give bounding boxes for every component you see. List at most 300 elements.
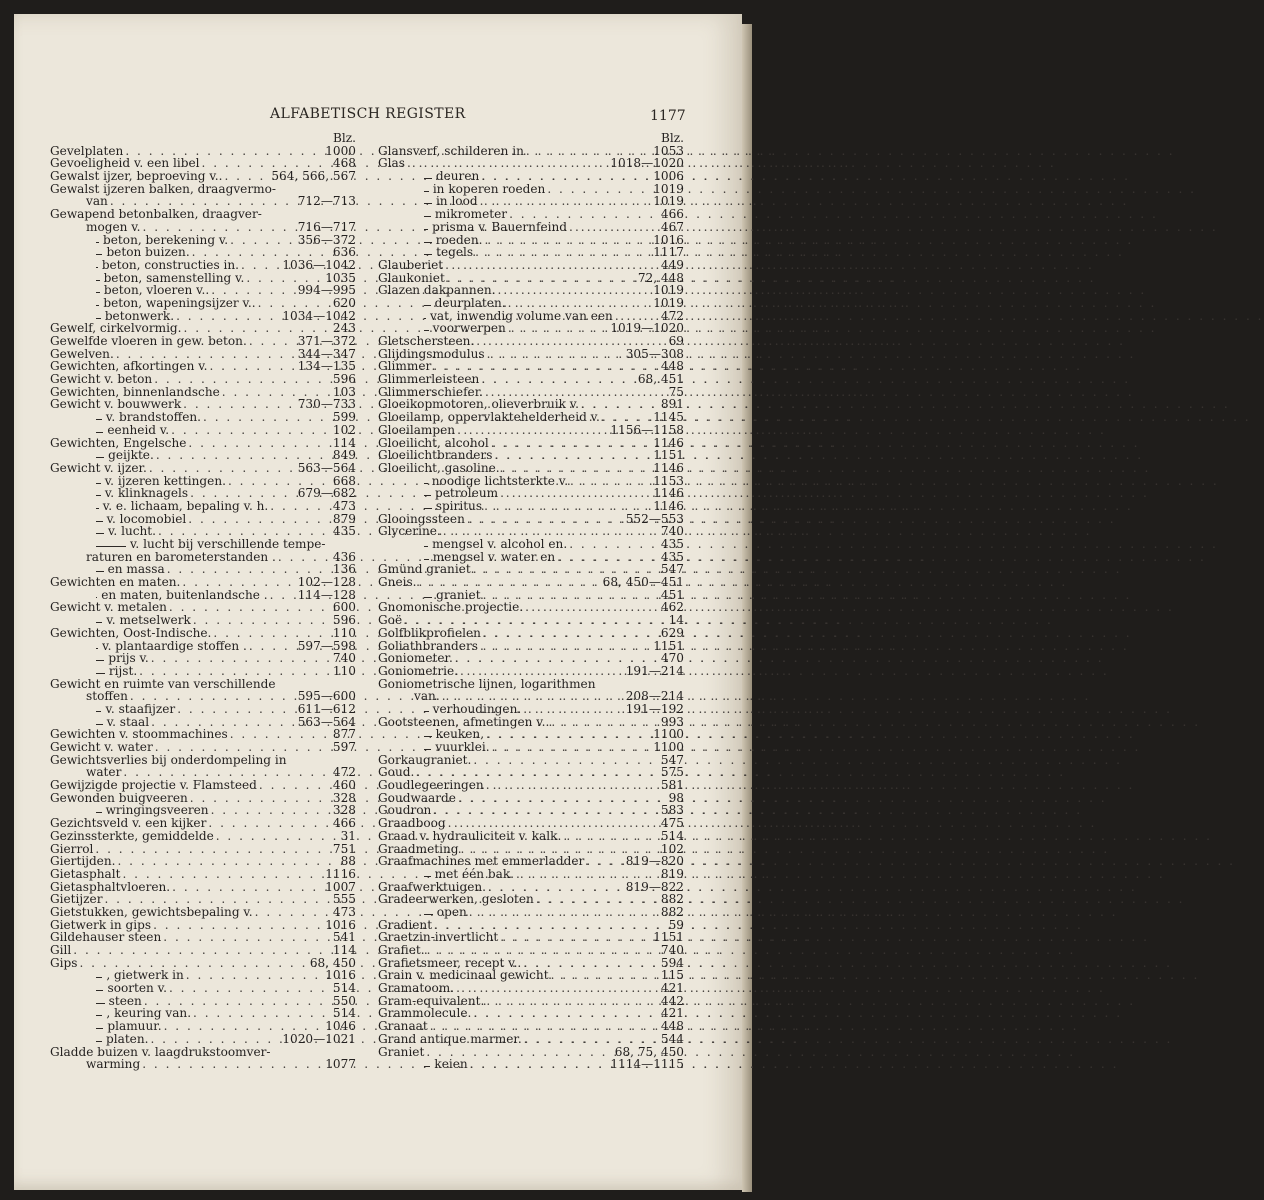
index-entry bbox=[50, 1033, 356, 1046]
index-term: Graafmachines met emmerladder bbox=[378, 854, 585, 869]
index-term: Grand antique marmer. bbox=[378, 1031, 522, 1046]
page-reference: 102—128 bbox=[297, 575, 356, 590]
index-entry bbox=[378, 449, 684, 462]
page-reference: 600 bbox=[332, 600, 356, 615]
ditto-dash bbox=[96, 521, 103, 522]
page-reference: 191—214 bbox=[625, 663, 684, 678]
index-term: Gnomonische projectie. bbox=[378, 600, 524, 615]
index-term: Goë bbox=[378, 613, 403, 628]
leader-dots bbox=[470, 1058, 609, 1071]
index-term: Graadboog bbox=[378, 816, 446, 831]
index-term: mogen v. bbox=[86, 219, 141, 234]
index-term: Graetzin-invertlicht bbox=[378, 930, 499, 945]
page-reference: 882 bbox=[660, 892, 684, 907]
page-reference: 581 bbox=[660, 778, 684, 793]
index-term: Graadmeting bbox=[378, 841, 459, 856]
leader-dots bbox=[476, 335, 666, 348]
page-reference: 740 bbox=[332, 651, 356, 666]
index-term: van bbox=[86, 194, 108, 209]
index-entry bbox=[378, 1058, 684, 1071]
ditto-dash bbox=[424, 749, 431, 750]
ditto-dash bbox=[96, 673, 105, 674]
index-term: Goud. bbox=[378, 765, 415, 780]
leader-dots bbox=[216, 830, 339, 843]
index-term: v. lucht. bbox=[108, 524, 157, 539]
index-term: v. staafijzer bbox=[105, 701, 176, 716]
index-term: noodige lichtsterkte v. bbox=[431, 473, 569, 488]
leader-dots bbox=[142, 1058, 323, 1071]
index-entry bbox=[378, 1020, 684, 1033]
index-term: mengsel v. alcohol en. bbox=[432, 537, 568, 551]
leader-dots bbox=[182, 576, 295, 589]
index-term: Glooingssteen bbox=[378, 511, 465, 526]
page-reference: 421 bbox=[660, 1006, 684, 1021]
index-entry bbox=[50, 297, 356, 310]
page-reference: 449 bbox=[660, 257, 684, 272]
index-term: Gewonden buigveeren bbox=[50, 790, 188, 805]
index-term: beton, vloeren v.. bbox=[103, 283, 210, 298]
index-entry bbox=[50, 627, 356, 640]
index-term: Graafwerktuigen. bbox=[378, 879, 487, 894]
index-entry bbox=[50, 1058, 356, 1071]
ditto-dash bbox=[424, 597, 432, 598]
index-entry bbox=[378, 208, 684, 221]
ditto-dash bbox=[424, 330, 429, 331]
index-entry bbox=[50, 906, 356, 919]
index-term: voorwerpen bbox=[432, 321, 506, 336]
index-entry bbox=[378, 462, 684, 475]
ditto-dash bbox=[96, 1015, 102, 1016]
index-term: vuurklei. bbox=[435, 740, 490, 754]
page-reference: 1019—1020 bbox=[610, 321, 684, 336]
index-entry bbox=[50, 170, 356, 183]
page-reference: 344—347 bbox=[297, 346, 356, 361]
page-reference: 730—733 bbox=[297, 397, 356, 412]
page-reference: 356—372 bbox=[297, 232, 356, 247]
index-term: Gildehauser steen bbox=[50, 930, 162, 945]
page-reference: 421 bbox=[660, 981, 684, 996]
leader-dots bbox=[455, 652, 659, 665]
page-reference: 1019 bbox=[653, 283, 684, 298]
index-term: met één bak. bbox=[434, 866, 515, 881]
index-term: v. brandstoffen. bbox=[105, 410, 201, 425]
page-reference: 435 bbox=[660, 549, 684, 564]
ditto-dash bbox=[96, 533, 104, 534]
page-reference: 1156—1158 bbox=[610, 422, 684, 437]
ditto-dash bbox=[96, 267, 98, 268]
index-term: Gietijzer bbox=[50, 892, 103, 907]
index-term: v. ijzeren kettingen. bbox=[104, 473, 226, 488]
ditto-dash bbox=[424, 508, 432, 509]
ditto-dash bbox=[96, 1041, 102, 1042]
page-reference: 102 bbox=[660, 841, 684, 856]
index-term: Gewelfde vloeren in gew. beton. bbox=[50, 334, 247, 348]
index-entry bbox=[50, 741, 356, 754]
index-term: Glycerine. bbox=[378, 524, 441, 539]
page-reference: 208—214 bbox=[625, 689, 684, 704]
page-reference: 442 bbox=[660, 993, 684, 1008]
index-entry bbox=[378, 170, 684, 183]
index-term: Gloeilampen bbox=[378, 422, 456, 437]
index-entry bbox=[378, 614, 684, 627]
index-term: water bbox=[86, 765, 122, 780]
page-reference: 564, 566, 567 bbox=[271, 169, 356, 184]
leader-dots bbox=[419, 576, 601, 589]
ditto-dash bbox=[96, 495, 101, 496]
index-term: Gewichten en maten. bbox=[50, 575, 181, 590]
leader-dots bbox=[171, 424, 331, 437]
index-term: Gloeilicht, alcohol bbox=[378, 435, 489, 450]
page-reference: 468 bbox=[332, 156, 356, 171]
index-term: Gewichten, Engelsche bbox=[50, 435, 187, 450]
leader-dots bbox=[154, 373, 331, 386]
leader-dots bbox=[457, 424, 608, 437]
page-reference: 595—600 bbox=[297, 689, 356, 704]
leader-dots bbox=[241, 259, 280, 272]
index-entry bbox=[378, 779, 684, 792]
index-term: Goniometrie. bbox=[378, 663, 459, 678]
index-term: Graad v. hydrauliciteit v. kalk. bbox=[378, 828, 562, 843]
index-entry bbox=[50, 246, 356, 259]
index-term: Gill bbox=[50, 943, 72, 957]
page-reference: 1077 bbox=[325, 1057, 356, 1072]
index-term: Golfblikprofielen bbox=[378, 625, 481, 640]
index-entry bbox=[50, 855, 356, 868]
index-entry bbox=[50, 373, 356, 386]
index-term: v. staal bbox=[106, 714, 150, 729]
page-reference: 879 bbox=[332, 511, 356, 526]
index-entry bbox=[50, 335, 356, 348]
leader-dots bbox=[255, 906, 331, 919]
leader-dots bbox=[494, 449, 651, 462]
ditto-dash bbox=[424, 191, 429, 192]
index-term: Goudlegeeringen bbox=[378, 778, 484, 793]
index-term: keuken, bbox=[435, 727, 485, 742]
page-reference: 1016 bbox=[325, 917, 356, 932]
leader-dots bbox=[469, 906, 659, 919]
index-term: in koperen roeden bbox=[432, 181, 546, 196]
index-entry bbox=[378, 944, 684, 957]
page-reference: 891 bbox=[660, 397, 684, 412]
page-reference: 473 bbox=[332, 498, 356, 513]
leader-dots bbox=[586, 855, 623, 868]
index-term: Goniometer. bbox=[378, 651, 453, 666]
index-term: Gewapend betonbalken, draagver- bbox=[50, 207, 262, 222]
page-reference: 575 bbox=[660, 765, 684, 780]
page-reference: 751 bbox=[332, 841, 356, 856]
index-term: Glimmer bbox=[378, 359, 432, 374]
page-reference: 1100 bbox=[653, 727, 684, 742]
index-entry bbox=[378, 538, 684, 551]
page-reference: 544 bbox=[660, 1031, 684, 1046]
index-entry bbox=[50, 868, 356, 881]
page-reference: 547 bbox=[660, 562, 684, 577]
index-term: Glansverf, schilderen in bbox=[378, 143, 524, 158]
page-reference: 1036—1042 bbox=[282, 257, 356, 272]
index-entry bbox=[50, 221, 356, 234]
leader-dots bbox=[258, 297, 331, 310]
index-term: mikrometer bbox=[434, 207, 508, 222]
index-entry bbox=[378, 817, 684, 830]
index-term: Glazen dakpannen. bbox=[378, 283, 496, 298]
index-term: Gletschersteen. bbox=[378, 334, 475, 348]
index-term: Gezichtsveld v. een kijker bbox=[50, 816, 207, 831]
page-reference: 636 bbox=[332, 245, 356, 260]
index-term: Grammolecule. bbox=[378, 1006, 472, 1021]
index-entry bbox=[378, 576, 684, 589]
index-entry bbox=[50, 944, 356, 957]
ditto-dash bbox=[96, 711, 101, 712]
index-entry bbox=[50, 576, 356, 589]
page-reference: 819 bbox=[660, 866, 684, 881]
page-reference: 583 bbox=[660, 803, 684, 818]
leader-dots bbox=[509, 208, 659, 221]
index-term: Gietwerk in gips bbox=[50, 917, 152, 932]
index-entry bbox=[50, 614, 356, 627]
index-term: betonwerk. bbox=[104, 308, 175, 323]
page-reference: 1019 bbox=[653, 295, 684, 310]
page-reference: 1146 bbox=[653, 460, 684, 475]
index-term: Goniometrische lijnen, logarithmen bbox=[378, 676, 596, 691]
ditto-dash bbox=[424, 559, 429, 560]
ditto-dash bbox=[424, 216, 431, 217]
index-entry bbox=[50, 982, 356, 995]
leader-dots bbox=[122, 868, 323, 881]
page-reference: 620 bbox=[332, 295, 356, 310]
ditto-dash bbox=[96, 622, 102, 623]
index-term: Gewicht v. metalen bbox=[50, 600, 167, 615]
index-entry bbox=[50, 500, 356, 513]
page-reference: 1018—1020 bbox=[610, 156, 684, 171]
index-term: Gewelf, cirkelvormig. bbox=[50, 321, 182, 336]
index-term: Gewicht v. beton bbox=[50, 372, 153, 387]
page-reference: 460 bbox=[332, 778, 356, 793]
leader-dots bbox=[427, 944, 659, 957]
index-term: Glimmerleisteen bbox=[378, 372, 480, 387]
index-term: beton, wapeningsijzer v.. bbox=[103, 295, 256, 310]
leader-dots bbox=[492, 741, 652, 754]
leader-dots bbox=[569, 538, 659, 551]
page-reference: 98 bbox=[668, 790, 684, 805]
page-reference: 466 bbox=[332, 816, 356, 831]
index-entry bbox=[50, 779, 356, 792]
index-term: beton, samenstelling v. bbox=[103, 270, 245, 285]
page-reference: 110 bbox=[332, 625, 356, 640]
page-reference: 467 bbox=[660, 219, 684, 234]
ditto-dash bbox=[424, 876, 431, 877]
page-reference: 599 bbox=[332, 410, 356, 425]
index-entry bbox=[378, 411, 684, 424]
index-term: v. metselwerk bbox=[106, 613, 191, 628]
leader-dots bbox=[456, 982, 659, 995]
leader-dots bbox=[192, 246, 331, 259]
leader-dots bbox=[508, 297, 652, 310]
ditto-dash bbox=[424, 305, 431, 306]
page-reference: 114—128 bbox=[297, 587, 356, 602]
leader-dots bbox=[203, 411, 331, 424]
leader-dots bbox=[151, 652, 331, 665]
index-entry bbox=[378, 665, 684, 678]
index-term: Gladde buizen v. laagdrukstoomver- bbox=[50, 1044, 271, 1059]
page-reference: 462 bbox=[660, 600, 684, 615]
index-term: Gloeilicht, gasoline. bbox=[378, 460, 500, 475]
leader-dots bbox=[484, 500, 651, 513]
page-reference: 849 bbox=[332, 448, 356, 463]
page-reference: 629 bbox=[660, 625, 684, 640]
index-term: beton buizen. bbox=[106, 245, 190, 260]
page-reference: 470 bbox=[660, 651, 684, 666]
leader-dots bbox=[486, 779, 659, 792]
leader-dots bbox=[177, 703, 296, 716]
page-reference: 136 bbox=[332, 562, 356, 577]
leader-dots bbox=[602, 411, 651, 424]
page-reference: 1100 bbox=[653, 740, 684, 754]
leader-dots bbox=[73, 944, 331, 957]
page-reference: 1146 bbox=[653, 486, 684, 501]
index-term: Gorkaugraniet. bbox=[378, 752, 472, 767]
page-reference: 472 bbox=[332, 765, 356, 780]
leader-dots bbox=[516, 868, 659, 881]
page-reference: 75 bbox=[668, 384, 684, 399]
page-reference: 819—820 bbox=[625, 854, 684, 869]
leader-dots bbox=[430, 1020, 659, 1033]
index-term: v. e. lichaam, bepaling v. h. bbox=[102, 498, 269, 513]
leader-dots bbox=[569, 221, 659, 234]
index-term: van. bbox=[414, 689, 440, 704]
page-reference: 114 bbox=[332, 943, 356, 957]
ditto-dash bbox=[96, 280, 100, 281]
index-entry bbox=[378, 627, 684, 640]
index-term: Gezinssterkte, gemiddelde bbox=[50, 828, 214, 843]
page-reference: 1034—1042 bbox=[282, 308, 356, 323]
ditto-dash bbox=[96, 254, 102, 255]
leader-dots bbox=[224, 170, 269, 183]
leader-dots bbox=[563, 830, 659, 843]
page-reference: 328 bbox=[332, 803, 356, 818]
index-entry bbox=[50, 652, 356, 665]
index-entry bbox=[50, 462, 356, 475]
index-term: steen bbox=[108, 993, 142, 1008]
index-term: Gewichten, afkortingen v. bbox=[50, 359, 208, 374]
page-reference: 1000 bbox=[325, 143, 356, 158]
index-term: Gips bbox=[50, 955, 78, 970]
ditto-dash bbox=[96, 977, 102, 978]
index-term: Gewicht v. bouwwerk bbox=[50, 397, 182, 412]
page-reference: 555 bbox=[332, 892, 356, 907]
index-term: spiritus bbox=[435, 498, 483, 513]
index-term: deurplaten. bbox=[434, 295, 506, 310]
index-entry bbox=[50, 538, 356, 551]
page-reference: 1117 bbox=[653, 245, 684, 260]
page-reference: 435 bbox=[332, 524, 356, 539]
index-term: Gram-equivalent. bbox=[378, 993, 485, 1008]
page-reference: 103 bbox=[332, 384, 356, 399]
index-entry bbox=[378, 297, 684, 310]
index-term: Glaukoniet bbox=[378, 270, 445, 285]
index-term: Gradient bbox=[378, 917, 433, 932]
index-entry bbox=[378, 500, 684, 513]
leader-dots bbox=[481, 170, 651, 183]
leader-dots bbox=[524, 1033, 659, 1046]
page-reference: 541 bbox=[332, 930, 356, 945]
running-head: ALFABETISCH REGISTER bbox=[270, 106, 466, 122]
page-reference: 14 bbox=[668, 613, 684, 628]
index-term: prisma v. Bauernfeind bbox=[432, 219, 568, 234]
ditto-dash bbox=[424, 711, 429, 712]
index-term: Granaat bbox=[378, 1019, 428, 1034]
blz-label: Blz. bbox=[333, 131, 356, 145]
index-term: Gewalst ijzeren balken, draagvermo- bbox=[50, 181, 276, 196]
index-entry bbox=[378, 246, 684, 259]
index-entry bbox=[50, 817, 356, 830]
index-term: warming bbox=[86, 1057, 141, 1072]
ditto-dash bbox=[96, 648, 98, 649]
page-reference: 597 bbox=[332, 740, 356, 754]
index-term: wringingsveeren bbox=[105, 803, 209, 818]
ditto-dash bbox=[96, 546, 126, 547]
page-reference: 1116 bbox=[325, 866, 356, 881]
page-reference: 31 bbox=[340, 828, 356, 843]
index-term: Grafiet. bbox=[378, 943, 425, 957]
page-reference: 473 bbox=[332, 904, 356, 919]
page-reference: 596 bbox=[332, 613, 356, 628]
index-term: Gierrol bbox=[50, 841, 94, 856]
page-reference: 1019 bbox=[653, 194, 684, 209]
page-reference: 819—822 bbox=[625, 879, 684, 894]
index-term: v. locomobiel bbox=[106, 511, 187, 526]
page-reference: 102 bbox=[332, 422, 356, 437]
ditto-dash bbox=[424, 483, 428, 484]
index-entry bbox=[378, 221, 684, 234]
index-term: graniet bbox=[436, 587, 481, 602]
page-reference: 1007 bbox=[325, 879, 356, 894]
leader-dots bbox=[169, 982, 331, 995]
index-entry bbox=[378, 335, 684, 348]
index-term: soorten v. bbox=[107, 981, 167, 996]
index-term: platen. bbox=[106, 1031, 149, 1046]
index-term: Glauberiet bbox=[378, 257, 444, 272]
page-reference: 596 bbox=[332, 372, 356, 387]
ditto-dash bbox=[424, 736, 432, 737]
ditto-dash bbox=[424, 229, 428, 230]
leader-dots bbox=[502, 462, 652, 475]
leader-dots bbox=[149, 462, 296, 475]
index-term: petroleum bbox=[434, 486, 499, 501]
ditto-dash bbox=[96, 812, 102, 813]
ditto-dash bbox=[96, 990, 103, 991]
page-reference: 475 bbox=[660, 816, 684, 831]
leader-dots bbox=[150, 1033, 280, 1046]
page-reference: 740 bbox=[660, 943, 684, 957]
index-entry bbox=[378, 855, 684, 868]
ditto-dash bbox=[96, 432, 103, 433]
index-entry bbox=[50, 830, 356, 843]
page-reference: 243 bbox=[332, 321, 356, 336]
index-term: plamuur. bbox=[107, 1019, 162, 1034]
index-entry bbox=[50, 424, 356, 437]
page-reference: 550 bbox=[332, 993, 356, 1008]
index-term: v. plantaardige stoffen . bbox=[102, 638, 247, 653]
index-term: roeden. bbox=[435, 232, 483, 247]
index-entry bbox=[378, 373, 684, 386]
index-entry bbox=[378, 652, 684, 665]
index-term: Gewicht v. water bbox=[50, 740, 153, 754]
leader-dots bbox=[143, 221, 296, 234]
page-reference: 563—564 bbox=[297, 714, 356, 729]
leader-dots bbox=[208, 817, 331, 830]
page-reference: 993 bbox=[660, 714, 684, 729]
index-term: Graniet bbox=[378, 1044, 425, 1059]
